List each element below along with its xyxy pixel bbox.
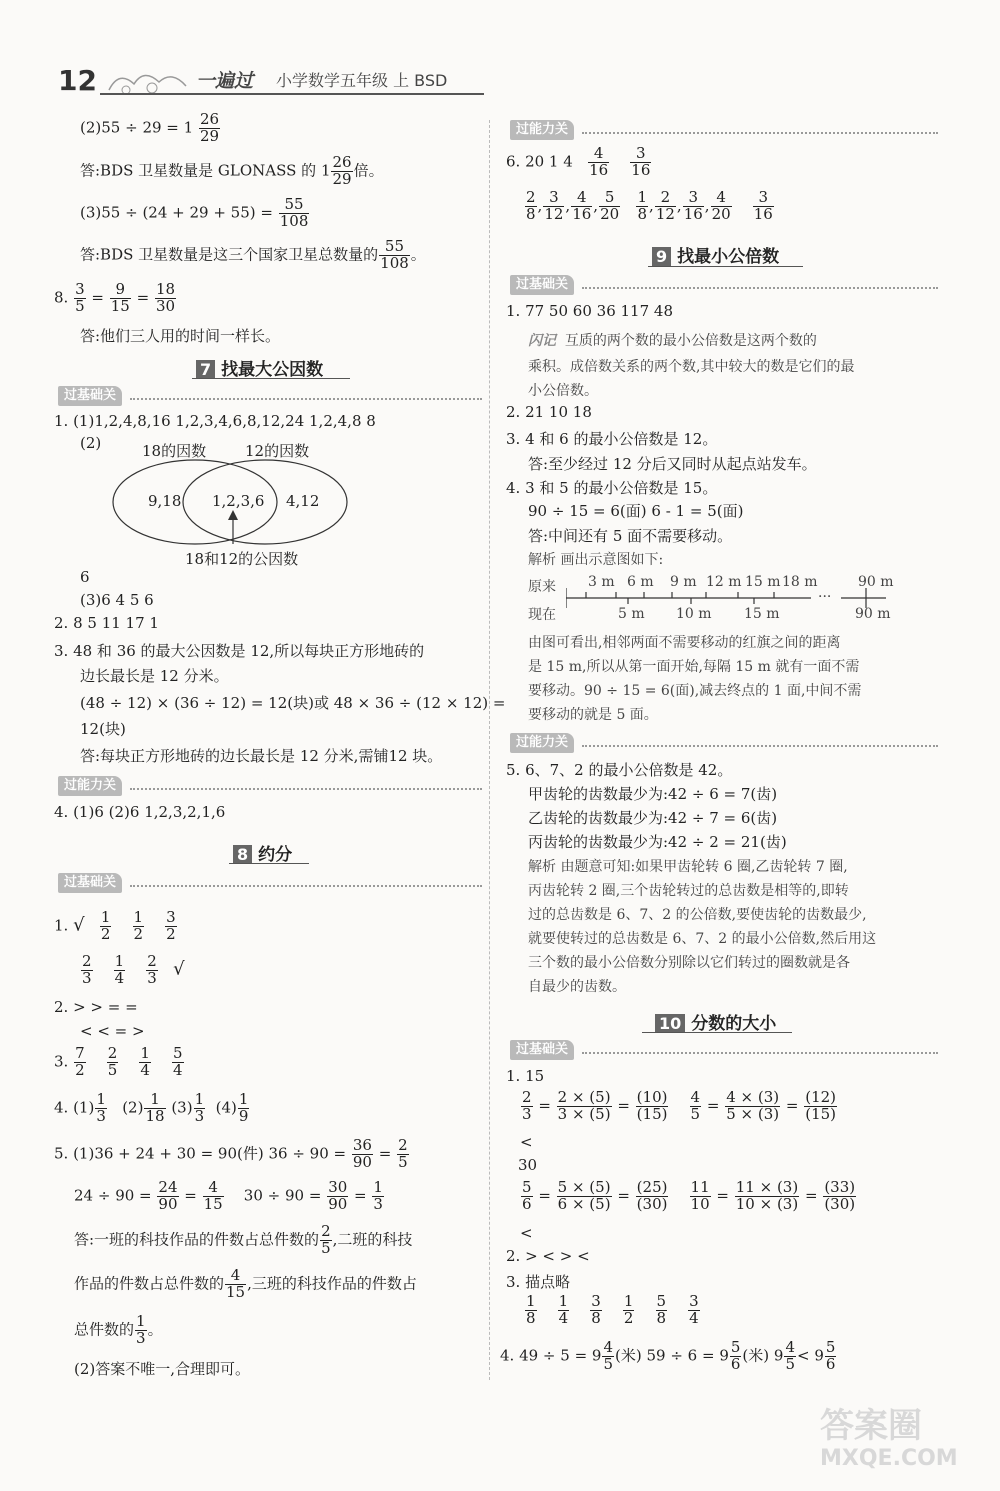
fraction: $\frac{26}{29}$ (199, 110, 220, 145)
diagram-top-label: 18 m (782, 574, 818, 590)
section-title-text: 分数的大小 (691, 1014, 777, 1034)
fraction: $\frac{3}{4}$ (689, 1292, 699, 1327)
fraction: $\frac{18}{30}$ (155, 280, 176, 315)
answer-line: $\frac{2}{3}$ = $\frac{2 \times (5)}{3 \times (5)}$ = $\frac{(10)}{(15)}$ $\frac{4}{5}$ = $\frac{4 \times (3)}{5 \times (3)}$ = $\frac{(12)}{(15)}$ (522, 1088, 837, 1123)
section-title-text: 约分 (258, 845, 293, 865)
fraction: $\frac{1}{3}$ (373, 1178, 383, 1213)
diagram-bottom-label: 15 m (744, 606, 780, 622)
answer-line (74, 1268, 417, 1301)
section-title-8 (233, 840, 292, 865)
answer-text: (3) (171, 1098, 193, 1117)
fraction: $\frac{(12)}{(15)}$ (805, 1088, 837, 1123)
fraction: $\frac{4}{5}$ (603, 1338, 614, 1373)
diagram-bottom-label: 5 m (618, 606, 645, 622)
fraction: $\frac{1}{18}$ (145, 1090, 165, 1125)
answer-text: (2)答案不唯一,合理即可。 (74, 1360, 251, 1378)
fraction: $\frac{55}{108}$ (279, 195, 309, 230)
fraction: $\frac{(33)}{(30)}$ (824, 1178, 856, 1213)
fraction: $\frac{3}{8}$ (591, 1292, 601, 1327)
answer-text: 24 ÷ 90 = (74, 1186, 152, 1205)
answer-line (54, 910, 178, 943)
answer-text: < (520, 1133, 533, 1151)
venn-arrow-head (228, 510, 238, 520)
fraction: $\frac{3}{16}$ (683, 188, 703, 223)
answer-text: 答:BDS 卫星数量是这三个国家卫星总数量的 (80, 245, 379, 264)
flash-note (528, 330, 817, 350)
answer-line (524, 1294, 701, 1327)
fraction: $\frac{26}{29}$ (332, 153, 352, 188)
answer-text: 30 ÷ 90 = (243, 1186, 322, 1205)
answer-line (80, 239, 426, 272)
basic-level-tag: 过基础关 (58, 386, 122, 406)
fraction: $\frac{4}{16}$ (589, 144, 609, 179)
fraction: $\frac{11 \times (3)}{10 \times (3)}$ (735, 1178, 799, 1213)
fraction: $\frac{1}{3}$ (136, 1312, 146, 1347)
answer-line: $\frac{2}{8}$ , $\frac{3}{12}$ , $\frac{4}{16}$ , $\frac{5}{20}$ $\frac{1}{8}$ , $\frac{2}{12}$ , $\frac{3}{16}$ , $\frac{4}{20}$ $\frac{3}{16}$ (526, 188, 773, 223)
answer-text: 2. > < > < (506, 1247, 590, 1265)
answer-line (54, 1092, 250, 1125)
fraction: $\frac{1}{9}$ (238, 1090, 249, 1125)
analysis-text: 解析 由题意可知:如果甲齿轮转 6 圈,乙齿轮转 7 圈, (528, 859, 848, 875)
answer-text: 答:BDS 卫星数量是 GLONASS 的 1 (80, 161, 331, 180)
fraction: $\frac{55}{108}$ (380, 237, 409, 272)
fraction: $\frac{2}{8}$ (526, 188, 536, 223)
answer-text: 3. 4 和 6 的最小公倍数是 12。 (506, 430, 718, 448)
fraction: $\frac{3}{16}$ (753, 188, 773, 223)
fraction: $\frac{5}{20}$ (600, 188, 620, 223)
basic-level-tag: 过基础关 (510, 1040, 574, 1060)
ability-level-tag: 过能力关 (510, 733, 574, 753)
answer-text: 4. (1)6 (2)6 1,2,3,2,1,6 (54, 803, 226, 821)
answer-text: 3. 描点略 (506, 1273, 571, 1291)
answer-text: 答:他们三人用的时间一样长。 (80, 327, 281, 345)
answer-text: (2)55 ÷ 29 = 1 (80, 118, 194, 137)
analysis-text: 是 15 m,所以从第一面开始,每隔 15 m 就有一面不需 (528, 659, 860, 675)
tag-dotted-line (130, 398, 482, 400)
fraction: $\frac{5}{6}$ (522, 1178, 532, 1213)
analysis-text: 三个数的最小公倍数分别除以它们转过的圈数就是各 (528, 955, 850, 971)
diagram-label-now: 现在 (528, 607, 556, 623)
section-number: 10 (655, 1014, 685, 1033)
tag-dotted-line (582, 745, 938, 747)
answer-text: 1. (1)1,2,4,8,16 1,2,3,4,6,8,12,24 1,2,4,8 8 (54, 412, 376, 430)
header-rule (100, 93, 484, 95)
answer-text: ,二班的科技 (332, 1230, 413, 1249)
answer-line (506, 146, 652, 179)
answer-text: 4. (1) (54, 1098, 95, 1117)
fraction: $\frac{1}{8}$ (526, 1292, 536, 1327)
answer-text: 5. 6、7、2 的最小公倍数是 42。 (506, 761, 733, 779)
fraction: $\frac{30}{90}$ (328, 1178, 348, 1213)
fraction: $\frac{4}{5}$ (690, 1088, 701, 1123)
fraction: $\frac{1}{4}$ (558, 1292, 569, 1327)
note-text: 小公倍数。 (528, 383, 598, 399)
fraction: $\frac{2}{5}$ (398, 1136, 408, 1171)
fraction: $\frac{4}{15}$ (203, 1178, 223, 1213)
answer-line (500, 1340, 837, 1373)
answer-text: 。 (410, 245, 426, 264)
answer-text: 2. 8 5 11 17 1 (54, 614, 159, 632)
answer-text: (48 ÷ 12) × (36 ÷ 12) = 12(块)或 48 × 36 ÷ (12 × 12) = (80, 694, 506, 712)
check-mark: √ (173, 958, 185, 980)
answer-text: 1. 15 (506, 1067, 545, 1085)
fraction: $\frac{1}{8}$ (637, 188, 648, 223)
answer-text: < 9 (797, 1346, 824, 1365)
fraction: $\frac{(25)}{(30)}$ (636, 1178, 668, 1213)
answer-line (74, 1224, 412, 1257)
answer-line: $\frac{5}{6}$ = $\frac{5 \times (5)}{6 \times (5)}$ = $\frac{(25)}{(30)}$ $\frac{11}{10}$ = $\frac{11 \times (3)}{10 \times (3)}$ = $\frac{(33)}{(30)}$ (522, 1178, 856, 1213)
fraction: $\frac{5}{8}$ (656, 1292, 667, 1327)
diagram-top-label: 90 m (858, 574, 894, 590)
diagram-top-label: 15 m (745, 574, 781, 590)
fraction: $\frac{3}{16}$ (631, 144, 651, 179)
fraction: $\frac{4}{16}$ (572, 188, 592, 223)
diagram-label-original: 原来 (528, 579, 556, 595)
answer-text: 作品的件数占总件数的 (74, 1274, 225, 1293)
fraction: $\frac{4 \times (3)}{5 \times (3)}$ (726, 1088, 780, 1123)
answer-text: 2. 21 10 18 (506, 403, 592, 421)
watermark-logo: 答案圈 (820, 1406, 922, 1446)
answer-text: (4) (215, 1098, 237, 1117)
answer-text: ,三班的科技作品的件数占 (247, 1274, 417, 1293)
answer-text: 6 (80, 568, 90, 586)
answer-text: 30 (518, 1156, 538, 1174)
answer-text: (2) (122, 1098, 144, 1117)
fraction: $\frac{24}{90}$ (158, 1178, 178, 1213)
fraction: $\frac{1}{2}$ (133, 908, 144, 943)
venn-right-values: 4,12 (286, 492, 320, 510)
question-number: 8. (54, 288, 69, 307)
answer-text: 12(块) (80, 720, 126, 738)
answer-text: 边长最长是 12 分米。 (80, 667, 229, 685)
answer-text: 3. 48 和 36 的最大公因数是 12,所以每块正方形地砖的 (54, 642, 425, 660)
fraction: $\frac{(10)}{(15)}$ (636, 1088, 668, 1123)
tag-dotted-line (582, 132, 938, 134)
answer-text: 甲齿轮的齿数最少为:42 ÷ 6 = 7(齿) (528, 785, 778, 803)
answer-text: 1. 77 50 60 36 117 48 (506, 302, 673, 320)
venn-caption: 18和12的公因数 (185, 550, 299, 568)
answer-text: 5. (1)36 + 24 + 30 = 90(件) 36 ÷ 90 = (54, 1144, 347, 1163)
answer-text: 答:每块正方形地砖的边长最长是 12 分米,需铺12 块。 (80, 747, 443, 765)
fraction: $\frac{2}{5}$ (321, 1222, 331, 1257)
answer-line (74, 1314, 163, 1347)
answer-line: 8. $\frac{3}{5}$ = $\frac{9}{15}$ = $\frac{18}{30}$ (54, 280, 176, 315)
answer-text: 答:至少经过 12 分后又同时从起点站发车。 (528, 455, 817, 473)
section-title-text: 找最小公倍数 (677, 247, 780, 267)
fraction: $\frac{7}{2}$ (75, 1044, 85, 1079)
fraction: $\frac{1}{4}$ (114, 952, 125, 987)
answer-text: 答:一班的科技作品的件数占总件数的 (74, 1230, 320, 1249)
fraction: $\frac{5}{6}$ (730, 1338, 741, 1373)
diagram-bottom-label: 90 m (855, 606, 891, 622)
tag-dotted-line (130, 885, 482, 887)
answer-text: (2) (80, 434, 102, 452)
section-rule (192, 378, 350, 379)
answer-text: < < = > (80, 1022, 145, 1040)
section-title-10 (655, 1009, 776, 1034)
fraction: $\frac{2}{3}$ (522, 1088, 532, 1123)
venn-right-circle (183, 460, 347, 544)
answer-text: 倍。 (353, 161, 384, 180)
analysis-text: 自最少的齿数。 (528, 979, 626, 995)
diagram-bottom-label: 10 m (676, 606, 712, 622)
fraction: $\frac{1}{3}$ (194, 1090, 205, 1125)
section-rule (642, 1032, 792, 1033)
diagram-top-label: 12 m (706, 574, 742, 590)
answer-text: (米) 9 (742, 1346, 784, 1365)
answer-text: 90 ÷ 15 = 6(面) 6 - 1 = 5(面) (528, 502, 744, 520)
venn-left-title: 18的因数 (142, 442, 207, 460)
ability-level-tag: 过能力关 (58, 776, 122, 796)
section-title-text: 找最大公因数 (221, 360, 324, 380)
question-number: 1. (54, 916, 69, 935)
check-mark: √ (73, 914, 85, 936)
note-text: 互质的两个数的最小公倍数是这两个数的 (564, 333, 817, 349)
answer-text: (米) 59 ÷ 6 = 9 (615, 1346, 729, 1365)
question-number: 3. (54, 1052, 69, 1071)
answer-text: (3)6 4 5 6 (80, 591, 154, 609)
section-number: 7 (196, 360, 215, 379)
diagram-top-label: 3 m (588, 574, 615, 590)
answer-text: 2. > > = = (54, 998, 138, 1016)
fraction: $\frac{4}{5}$ (785, 1338, 795, 1373)
answer-line (80, 197, 310, 230)
analysis-text: 要移动。90 ÷ 15 = 6(面),减去终点的 1 面,中间不需 (528, 683, 862, 699)
fraction: $\frac{36}{90}$ (352, 1136, 372, 1171)
fraction: $\frac{1}{3}$ (96, 1090, 106, 1125)
tag-dotted-line (130, 788, 482, 790)
fraction: $\frac{11}{10}$ (690, 1178, 710, 1213)
analysis-text: 就要使转过的总齿数是 6、7、2 的最小公倍数,然后用这 (528, 931, 877, 947)
basic-level-tag: 过基础关 (510, 275, 574, 295)
section-title-9 (652, 242, 779, 267)
diagram-top-label: 9 m (670, 574, 697, 590)
column-divider (489, 120, 490, 1380)
flash-tag: 闪记 (528, 333, 556, 349)
note-text: 乘积。成倍数关系的两个数,其中较大的数是它们的最 (528, 359, 855, 375)
analysis-text: 过的总齿数是 6、7、2 的公倍数,要使齿轮的齿数最少, (528, 907, 867, 923)
answer-text: 答:中间还有 5 面不需要移动。 (528, 527, 733, 545)
answer-text: (3)55 ÷ (24 + 29 + 55) = (80, 203, 273, 222)
venn-right-title: 12的因数 (245, 442, 310, 460)
answer-text: 4. 49 ÷ 5 = 9 (500, 1346, 602, 1365)
fraction: $\frac{4}{20}$ (711, 188, 731, 223)
basic-level-tag: 过基础关 (58, 873, 122, 893)
tag-dotted-line (582, 1052, 938, 1054)
analysis-text: 由图可看出,相邻两面不需要移动的红旗之间的距离 (528, 635, 841, 651)
fraction: $\frac{2}{3}$ (82, 952, 92, 987)
ability-level-tag: 过能力关 (510, 120, 574, 140)
fraction: $\frac{2}{12}$ (655, 188, 675, 223)
analysis-text: 解析 画出示意图如下: (528, 552, 664, 568)
fraction: $\frac{1}{2}$ (100, 908, 111, 943)
answer-line: 5. (1)36 + 24 + 30 = 90(件) 36 ÷ 90 = $\frac{36}{90}$ = $\frac{2}{5}$ (54, 1136, 408, 1171)
fraction: $\frac{4}{15}$ (226, 1266, 246, 1301)
fraction: $\frac{5}{4}$ (172, 1044, 183, 1079)
page-number: 12 (58, 64, 97, 97)
venn-mid-values: 1,2,3,6 (212, 492, 265, 510)
section-title-7 (196, 355, 323, 380)
fraction: $\frac{1}{2}$ (623, 1292, 634, 1327)
answer-text: 乙齿轮的齿数最少为:42 ÷ 7 = 6(齿) (528, 809, 778, 827)
section-number: 9 (652, 247, 671, 266)
analysis-text: 丙齿轮转 2 圈,三个齿轮转过的总齿数是相等的,即转 (528, 883, 849, 899)
tag-dotted-line (582, 287, 938, 289)
fraction: $\frac{3}{2}$ (166, 908, 176, 943)
answer-text: < (520, 1224, 533, 1242)
answer-line: 24 ÷ 90 = $\frac{24}{90}$ = $\frac{4}{15}$ 30 ÷ 90 = $\frac{30}{90}$ = $\frac{1}{3}$ (74, 1178, 383, 1213)
answer-line (80, 954, 185, 987)
section-rule (229, 863, 309, 864)
book-title: 小学数学五年级 上 BSD (276, 71, 448, 90)
diagram-ellipsis: ··· (818, 589, 832, 605)
fraction: $\frac{2}{3}$ (147, 952, 157, 987)
answer-text: 丙齿轮的齿数最少为:42 ÷ 2 = 21(齿) (528, 833, 787, 851)
answer-text: 6. 20 1 4 (506, 152, 573, 171)
section-rule (648, 266, 803, 267)
watermark-site: MXQE.COM (820, 1446, 958, 1471)
fraction: $\frac{5}{6}$ (825, 1338, 836, 1373)
fraction: $\frac{2}{5}$ (107, 1044, 118, 1079)
fraction: $\frac{3}{5}$ (75, 280, 85, 315)
answer-text: 4. 3 和 5 的最小公倍数是 15。 (506, 479, 718, 497)
answer-text: 总件数的 (74, 1320, 135, 1339)
fraction: $\frac{2 \times (5)}{3 \times (5)}$ (557, 1088, 611, 1123)
answer-text: 。 (147, 1320, 163, 1339)
brand-logo: 一遍过 (196, 70, 254, 92)
analysis-text: 要移动的就是 5 面。 (528, 707, 658, 723)
fraction: $\frac{3}{12}$ (544, 188, 564, 223)
answer-line (80, 155, 384, 188)
section-number: 8 (233, 845, 252, 864)
diagram-top-label: 6 m (627, 574, 654, 590)
answer-line (54, 1046, 185, 1079)
fraction: $\frac{9}{15}$ (110, 280, 130, 315)
fraction: $\frac{5 \times (5)}{6 \times (5)}$ (557, 1178, 611, 1213)
fraction: $\frac{1}{4}$ (140, 1044, 150, 1079)
answer-line (80, 112, 221, 145)
venn-left-values: 9,18 (148, 492, 182, 510)
